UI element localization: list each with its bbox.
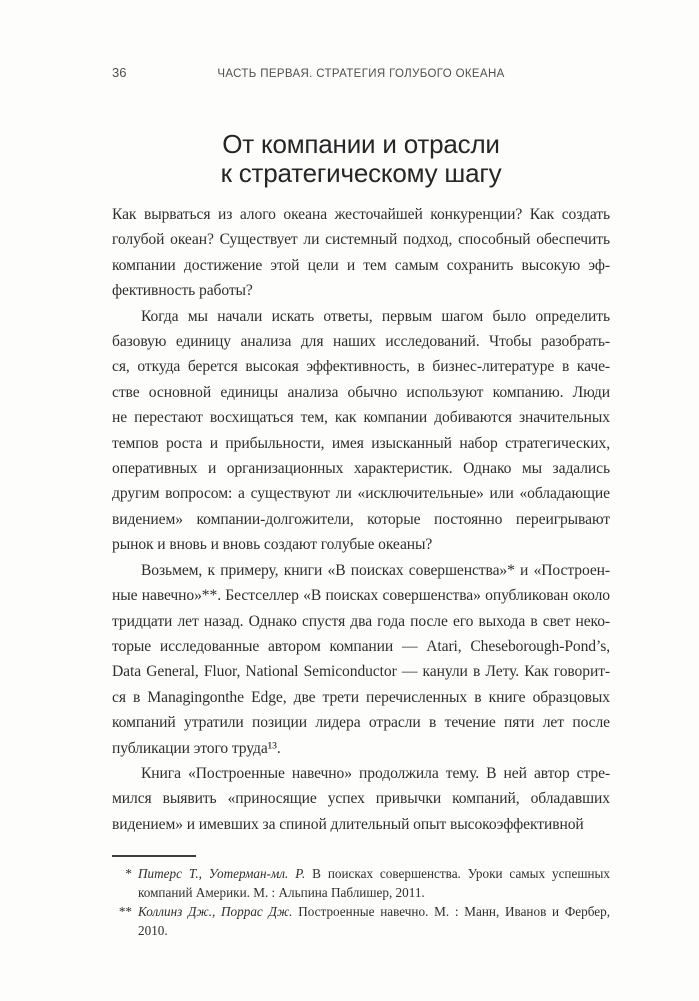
body-line: компании достижение этой цели и тем самым сохранить высокую эф- [112,256,610,274]
footnotes [112,855,610,940]
footnote [112,902,610,940]
page-header [112,66,610,82]
page-number: 36 [112,65,127,80]
body-line: ные навечно»**. Бестселлер «В поисках совершенства» опубликован около [112,587,610,605]
running-head: ЧАСТЬ ПЕРВАЯ. СТРАТЕГИЯ ГОЛУБОГО ОКЕАНА [217,68,505,80]
body-line: голубой океан? Существует ли системный подход, способный обеспечить [112,231,610,249]
paragraph [112,761,610,837]
footnote-text: В поисках совершенства. Уроки самых успешных компаний Америки. М. : Альпина Паблишер, 2011. [138,866,610,900]
body-line: оперативных и организационных характеристик. Однако мы задались [112,460,610,478]
body-line: Возьмем, к примеру, книги «В поисках совершенства»* и «Построен- [141,561,610,579]
body-line: публикации этого труда¹³. [112,739,281,757]
body-line: мился выявить «приносящие успех привычки компаний, обладавших [112,790,610,808]
footnote [112,864,610,902]
body-line: Книга «Построенные навечно» продолжила тему. В ней автор стре- [141,764,610,782]
footnote-author: Питерс Т., Уотерман-мл. Р. [138,866,313,881]
body-line: Как вырваться из алого океана жесточайшей конкуренции? Как создать [112,206,610,223]
body-line: фективность работы? [112,282,253,300]
footnote-marker: * [125,866,132,881]
body-line: Data General, Fluor, National Semiconductor — канули в Лету. Как говорит- [112,663,610,681]
body-line: Когда мы начали искать ответы, первым шагом было определить [141,307,610,325]
paragraph [112,304,610,558]
chapter-title [112,130,610,188]
body-line: торые исследованные автором компании — Atari, Cheseborough-Pond’s, [112,637,610,655]
body-text [112,202,610,837]
body-line: видением» компании-долгожители, которые постоянно переигрывают [112,510,610,528]
body-line: компаний утратили позиции лидера отрасли в течение пяти лет после [112,714,610,732]
footnote-rule [112,855,196,857]
body-line: видением» и имевших за спиной длительный опыт высокоэффективной [112,815,584,833]
body-line: темпов роста и прибыльности, имея изысканный набор стратегических, [112,434,610,452]
body-line: рынок и вновь и вновь создают голубые океаны? [112,536,433,554]
paragraph [112,558,610,761]
body-line: другим вопросом: а существуют ли «исключительные» или «обладающие [112,485,610,503]
chapter-title-line1: От компании и отрасли [222,129,500,159]
body-line: ся, откуда берется высокая эффективность, в бизнес-литературе в каче- [112,358,610,376]
footnote-author: Коллинз Дж., Поррас Дж. [138,904,299,919]
footnote-text: Построенные навечно. М. : Манн, Иванов и Фербер, 2010. [138,904,610,938]
footnote-marker: ** [118,904,132,919]
chapter-title-line2: к стратегическому шагу [220,158,502,188]
footnote-list [112,864,610,940]
body-line: ся в Managingonthe Edge, две трети перечисленных в книге образцовых [112,688,610,706]
body-line: базовую единицу анализа для наших исследований. Чтобы разобрать- [112,333,610,351]
body-line: стве основной единицы анализа обычно используют компанию. Люди [112,383,610,401]
paragraph [112,202,610,304]
body-line: не перестают восхищаться тем, как компании добиваются значительных [112,409,610,427]
body-line: тридцати лет назад. Однако спустя два года после его выхода в свет неко- [112,612,610,630]
